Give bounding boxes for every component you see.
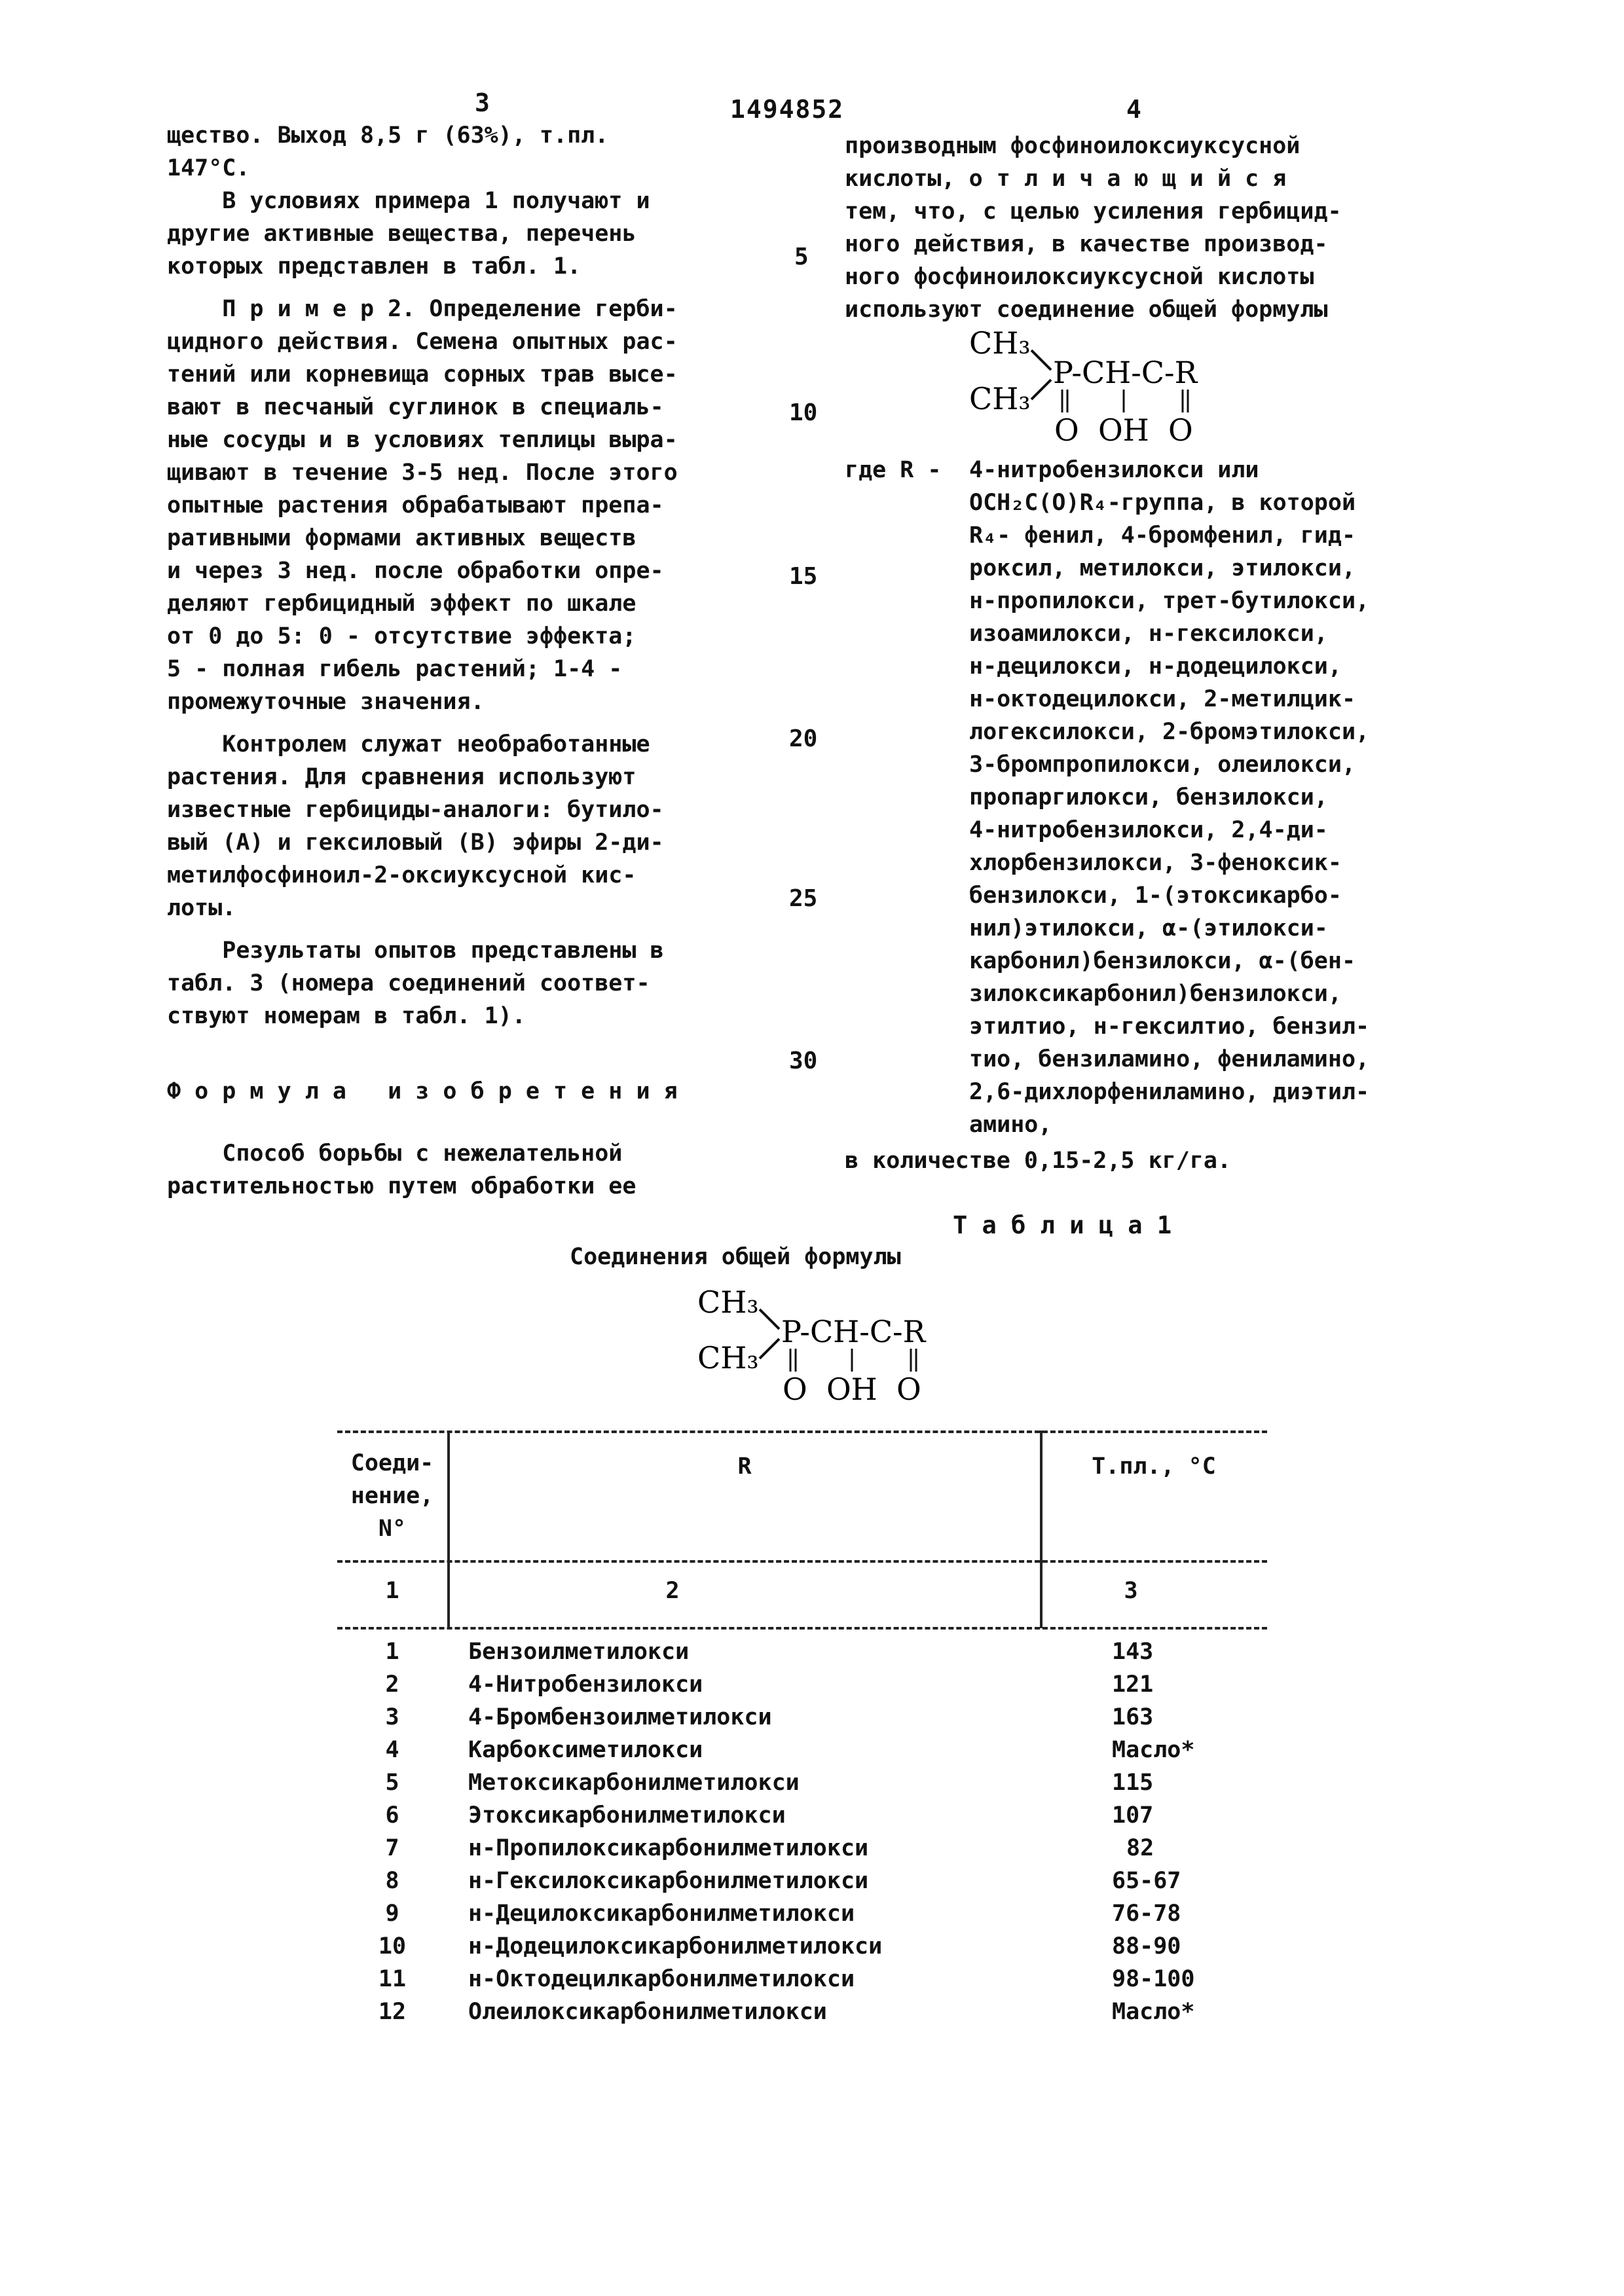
table-cell-n: 1 bbox=[385, 1639, 399, 1665]
text-line: щивают в течение 3-5 нед. После этого bbox=[167, 460, 678, 486]
claims-heading: Ф о р м у л а и з о б р е т е н и я bbox=[167, 1078, 678, 1104]
text-line: от 0 до 5: 0 - отсутствие эффекта; bbox=[167, 623, 637, 649]
r-line: н-пропилокси, трет-бутилокси, bbox=[969, 588, 1370, 614]
line-number: 25 bbox=[789, 885, 818, 912]
table-cell-r: н-Пропилоксикарбонилметилокси bbox=[468, 1835, 869, 1861]
table-cell-r: 4-Нитробензилокси bbox=[468, 1671, 703, 1698]
r-line: логексилокси, 2-бромэтилокси, bbox=[969, 719, 1370, 745]
text-line: В условиях примера 1 получают и bbox=[167, 188, 650, 214]
table-cell-n: 12 bbox=[378, 1999, 407, 2025]
text-line: метилфосфиноил-2-оксиуксусной кис- bbox=[167, 862, 637, 888]
table-cell-mp: 143 bbox=[1112, 1639, 1154, 1665]
r-line: 3-бромпропилокси, олеилокси, bbox=[969, 752, 1356, 778]
text-line: 5 - полная гибель растений; 1-4 - bbox=[167, 656, 623, 682]
table-cell-n: 8 bbox=[385, 1868, 399, 1894]
table-cell-n: 2 bbox=[385, 1671, 399, 1698]
table-header-compound: Соеди- нение, N° bbox=[350, 1450, 434, 1542]
table-cell-mp: 88-90 bbox=[1112, 1933, 1181, 1959]
r-line: тио, бензиламино, фениламино, bbox=[969, 1046, 1370, 1072]
table-cell-n: 10 bbox=[378, 1933, 407, 1959]
r-line: карбонил)бензилокси, α-(бен- bbox=[969, 948, 1356, 974]
r-line: хлорбензилокси, 3-феноксик- bbox=[969, 850, 1342, 876]
text-line: промежуточные значения. bbox=[167, 689, 485, 715]
r-line: 4-нитробензилокси или bbox=[969, 457, 1259, 483]
text-line: которых представлен в табл. 1. bbox=[167, 253, 581, 280]
r-line: пропаргилокси, бензилокси, bbox=[969, 784, 1328, 811]
table-cell-n: 4 bbox=[385, 1737, 399, 1763]
text-line: ного действия, в качестве производ- bbox=[845, 231, 1328, 257]
r-line: 2,6-дихлорфениламино, диэтил- bbox=[969, 1079, 1370, 1105]
line-number: 30 bbox=[789, 1048, 818, 1074]
text-line: ствуют номерам в табл. 1). bbox=[167, 1003, 526, 1029]
text-line: опытные растения обрабатывают препа- bbox=[167, 492, 664, 519]
line-number: 5 bbox=[794, 244, 809, 270]
table-cell-n: 5 bbox=[385, 1770, 399, 1796]
table-cell-mp: 121 bbox=[1112, 1671, 1154, 1698]
text-line: растения. Для сравнения используют bbox=[167, 764, 637, 790]
r-line: н-децилокси, н-додецилокси, bbox=[969, 653, 1342, 680]
table-cell-mp: 65-67 bbox=[1112, 1868, 1181, 1894]
text-line: другие активные вещества, перечень bbox=[167, 221, 637, 247]
text-line: кислоты, о т л и ч а ю щ и й с я bbox=[845, 166, 1287, 192]
page-number-left: 3 bbox=[475, 88, 490, 117]
r-line: амино, bbox=[969, 1112, 1052, 1138]
formula-chain: P-CH-C-R bbox=[781, 1314, 926, 1349]
table-caption: Соединения общей формулы bbox=[570, 1244, 901, 1270]
text-line: производным фосфиноилоксиуксусной bbox=[845, 133, 1301, 159]
table-cell-mp: 163 bbox=[1112, 1704, 1154, 1730]
r-line: изоамилокси, н-гексилокси, bbox=[969, 621, 1328, 647]
patent-number: 1494852 bbox=[730, 95, 845, 124]
text-line: тений или корневища сорных трав высе- bbox=[167, 361, 678, 388]
text-line: Результаты опытов представлены в bbox=[167, 938, 664, 964]
table-colnum: 2 bbox=[665, 1578, 680, 1604]
table-cell-n: 11 bbox=[378, 1966, 407, 1992]
text-line: и через 3 нед. после обработки опре- bbox=[167, 558, 664, 584]
text-line: ного фосфиноилоксиуксусной кислоты bbox=[845, 264, 1314, 290]
table-cell-mp: 115 bbox=[1112, 1770, 1154, 1796]
table-cell-r: Карбоксиметилокси bbox=[468, 1737, 703, 1763]
r-line: нил)этилокси, α-(этилокси- bbox=[969, 915, 1328, 941]
table-cell-mp: 82 bbox=[1126, 1835, 1154, 1861]
table-header-mp: Т.пл., °С bbox=[1092, 1453, 1216, 1480]
line-number: 15 bbox=[789, 563, 818, 590]
r-line: н-октодецилокси, 2-метилцик- bbox=[969, 686, 1356, 712]
r-line: OCH₂C(O)R₄-группа, в которой bbox=[969, 490, 1356, 516]
table-rule-top bbox=[337, 1430, 1267, 1433]
text-line: вый (А) и гексиловый (В) эфиры 2-ди- bbox=[167, 829, 664, 856]
table-cell-r: Бензоилметилокси bbox=[468, 1639, 690, 1665]
table-rule-header bbox=[337, 1560, 1267, 1563]
table-cell-mp: 98-100 bbox=[1112, 1966, 1195, 1992]
line-number: 20 bbox=[789, 725, 818, 752]
formula-oxygens: O OH O bbox=[1054, 412, 1193, 448]
text-line: используют соединение общей формулы bbox=[845, 297, 1328, 323]
table-cell-r: н-Октодецилкарбонилметилокси bbox=[468, 1966, 855, 1992]
r-line: бензилокси, 1-(этоксикарбо- bbox=[969, 883, 1342, 909]
text-line: ративными формами активных веществ bbox=[167, 525, 637, 551]
table-cell-mp: 76-78 bbox=[1112, 1901, 1181, 1927]
left-column bbox=[167, 119, 789, 1203]
r-prefix: где R - bbox=[845, 457, 942, 483]
table-cell-r: Метоксикарбонилметилокси bbox=[468, 1770, 800, 1796]
table-rule-colnums bbox=[337, 1627, 1267, 1630]
amount-line: в количестве 0,15-2,5 кг/га. bbox=[845, 1148, 1232, 1174]
r-line: R₄- фенил, 4-бромфенил, гид- bbox=[969, 522, 1356, 549]
r-line: зилоксикарбонил)бензилокси, bbox=[969, 981, 1342, 1007]
formula-ch3-bottom: CH₃ bbox=[697, 1340, 759, 1376]
table-cell-r: 4-Бромбензоилметилокси bbox=[468, 1704, 772, 1730]
text-line: ные сосуды и в условиях теплицы выра- bbox=[167, 427, 678, 453]
table-cell-r: н-Додецилоксикарбонилметилокси bbox=[468, 1933, 883, 1959]
text-line: известные гербициды-аналоги: бутило- bbox=[167, 797, 664, 823]
table-cell-mp: Масло* bbox=[1112, 1999, 1195, 2025]
table-cell-r: н-Децилоксикарбонилметилокси bbox=[468, 1901, 855, 1927]
text-line: вают в песчаный суглинок в специаль- bbox=[167, 394, 664, 420]
text-line: цидного действия. Семена опытных рас- bbox=[167, 329, 678, 355]
text-line: тем, что, с целью усиления гербицид- bbox=[845, 198, 1342, 225]
table-cell-n: 3 bbox=[385, 1704, 399, 1730]
table-colnum: 3 bbox=[1124, 1578, 1138, 1604]
structural-formula bbox=[963, 324, 1277, 448]
right-column-intro bbox=[845, 130, 1473, 326]
text-line: П р и м е р 2. Определение герби- bbox=[167, 296, 678, 322]
table-structural-formula bbox=[691, 1283, 1005, 1408]
table-label: Т а б л и ц а 1 bbox=[953, 1211, 1172, 1239]
table-colnum: 1 bbox=[385, 1578, 399, 1604]
formula-chain: P-CH-C-R bbox=[1053, 355, 1198, 390]
table-cell-mp: Масло* bbox=[1112, 1737, 1195, 1763]
table-cell-r: Этоксикарбонилметилокси bbox=[468, 1802, 786, 1829]
r-definition-list bbox=[969, 454, 1467, 1141]
formula-oxygens: O OH O bbox=[783, 1372, 921, 1407]
text-line: деляют гербицидный эффект по шкале bbox=[167, 591, 637, 617]
formula-ch3-bottom: CH₃ bbox=[969, 381, 1031, 416]
text-line: растительностью путем обработки ее bbox=[167, 1173, 637, 1199]
r-line: роксил, метилокси, этилокси, bbox=[969, 555, 1356, 581]
table-cell-n: 9 bbox=[385, 1901, 399, 1927]
text-line: Способ борьбы с нежелательной bbox=[167, 1140, 623, 1167]
r-line: этилтио, н-гексилтио, бензил- bbox=[969, 1013, 1370, 1040]
table-cell-n: 7 bbox=[385, 1835, 399, 1861]
text-line: табл. 3 (номера соединений соответ- bbox=[167, 970, 650, 996]
table-cell-n: 6 bbox=[385, 1802, 399, 1829]
formula-ch3-top: CH₃ bbox=[969, 325, 1031, 361]
r-line: 4-нитробензилокси, 2,4-ди- bbox=[969, 817, 1328, 843]
table-cell-r: н-Гексилоксикарбонилметилокси bbox=[468, 1868, 869, 1894]
text-line: Контролем служат необработанные bbox=[167, 731, 650, 757]
text-line: щество. Выход 8,5 г (63%), т.пл. bbox=[167, 122, 609, 149]
table-header-r: R bbox=[737, 1453, 752, 1480]
line-number: 10 bbox=[789, 399, 818, 426]
page-number-right: 4 bbox=[1126, 95, 1141, 124]
text-line: лоты. bbox=[167, 895, 236, 921]
formula-ch3-top: CH₃ bbox=[697, 1285, 759, 1320]
table-cell-r: Олеилоксикарбонилметилокси bbox=[468, 1999, 827, 2025]
text-line: 147°С. bbox=[167, 155, 250, 181]
table-cell-mp: 107 bbox=[1112, 1802, 1154, 1829]
